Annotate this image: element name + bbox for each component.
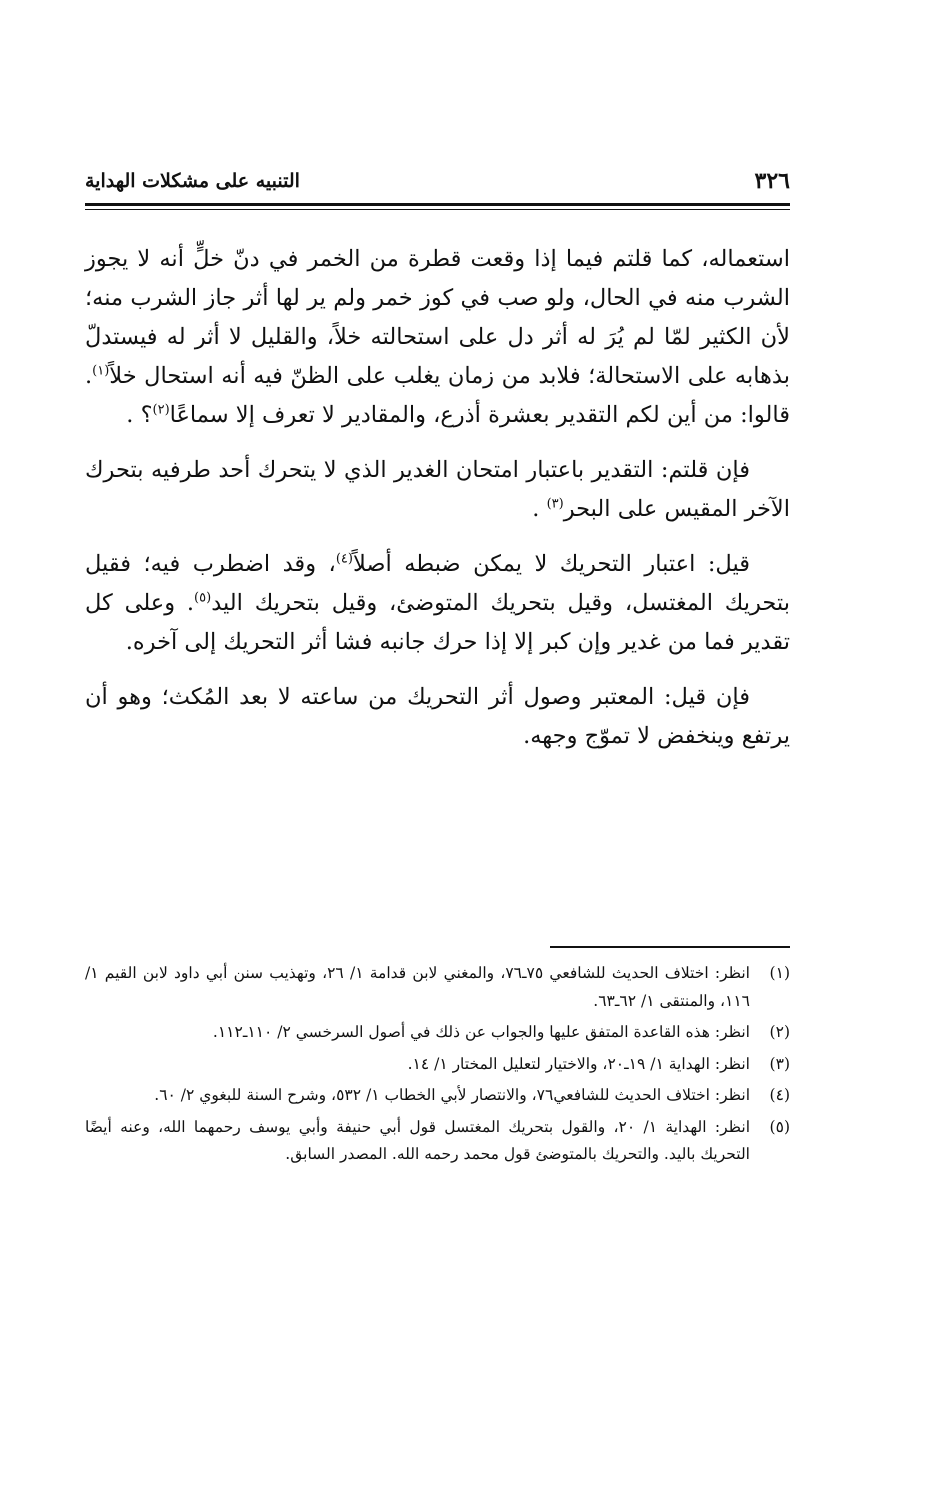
- footnote-text: انظر: اختلاف الحديث للشافعي ٧٥ـ٧٦، والمغني لابن قدامة ١/ ٢٦، وتهذيب سنن أبي داود لابن القيم ١/ ١١٦، والمنتقى ١/ ٦٢ـ٦٣.: [85, 964, 750, 1010]
- paragraph-2: [85, 451, 790, 529]
- paragraph-text: استعماله، كما قلتم فيما إذا وقعت قطرة من الخمر في دنّ خلٍّ أنه لا يجوز الشرب منه في الحال، ولو صب في كوز خمر ولم ير لها أثر جاز الشرب منه؛ لأن الكثير لمّا لم يُرَ له أثر دل على استحالته خلاً، والقليل لا أثر له فيستدلّ بذهابه على الاستحالة؛ فلابد من زمان يغلب على الظنّ فيه أنه استحال خلاً: [85, 246, 790, 389]
- footnote-number: (٣): [769, 1054, 790, 1073]
- paragraph-text: قيل: اعتبار التحريك لا يمكن ضبطه أصلاً: [352, 551, 750, 577]
- footnote-number: (٢): [769, 1023, 790, 1041]
- paragraph-3: [85, 545, 790, 662]
- footnote-number: (٥): [769, 1117, 790, 1136]
- footnotes: [85, 960, 790, 1173]
- running-title: التنبيه على مشكلات الهداية: [85, 170, 300, 192]
- paragraph-1: [85, 240, 790, 435]
- footnote-number: (١): [769, 964, 790, 982]
- main-text: [85, 240, 790, 772]
- footnote-ref: (١): [92, 363, 110, 379]
- footnote-separator: [550, 946, 790, 948]
- paragraph-4: [85, 678, 790, 756]
- paragraph-text: فإن قلتم: التقدير باعتبار امتحان الغدير الذي لا يتحرك أحد طرفيه بتحرك الآخر المقيس على البحر: [85, 457, 790, 522]
- paragraph-text: فإن قيل: المعتبر وصول أثر التحريك من ساعته لا بعد المُكث؛ وهو أن يرتفع وينخفض لا تموّج وجهه.: [85, 684, 790, 749]
- footnote-4: [85, 1082, 790, 1110]
- page-number: ٣٢٦: [754, 168, 790, 194]
- footnote-3: [85, 1051, 790, 1079]
- footnote-5: [85, 1114, 790, 1169]
- paragraph-text: .: [532, 496, 547, 522]
- footnote-text: انظر: اختلاف الحديث للشافعي٧٦، والانتصار لأبي الخطاب ١/ ٥٣٢، وشرح السنة للبغوي ٢/ ٦٠.: [154, 1086, 750, 1104]
- paragraph-text: . قالوا: من أين لكم التقدير بعشرة أذرع، والمقادير لا تعرف إلا سماعًا: [85, 363, 790, 428]
- footnote-ref: (٤): [335, 551, 353, 567]
- paragraph-text: ، وقد اضطرب فيه؛ فقيل بتحريك المغتسل، وقيل بتحريك المتوضئ، وقيل بتحريك اليد: [85, 551, 790, 616]
- footnote-1: [85, 960, 790, 1015]
- footnote-number: (٤): [769, 1086, 790, 1104]
- footnote-text: انظر: الهداية ١/ ٢٠، والقول بتحريك المغتسل قول أبي حنيفة وأبي يوسف رحمهما الله، وعنه أيضًا التحريك باليد. والتحريك بالمتوضئ قول محمد رحمه الله. المصدر السابق.: [85, 1117, 750, 1163]
- footnote-ref: (٥): [194, 590, 212, 606]
- header-rule-thin: [85, 209, 790, 210]
- footnote-ref: (٢): [152, 402, 170, 418]
- header-rule-thick: [85, 203, 790, 206]
- paragraph-text: . وعلى كل تقدير فما من غدير وإن كبر إلا إذا حرك جانبه فشا أثر التحريك إلى آخره.: [85, 590, 790, 655]
- footnote-text: انظر: الهداية ١/ ١٩ـ٢٠، والاختيار لتعليل المختار ١/ ١٤.: [407, 1054, 750, 1073]
- running-header: [85, 166, 790, 200]
- footnote-text: انظر: هذه القاعدة المتفق عليها والجواب عن ذلك في أصول السرخسي ٢/ ١١٠ـ١١٢.: [212, 1023, 750, 1041]
- footnote-ref: (٣): [546, 496, 564, 512]
- footnote-2: [85, 1019, 790, 1047]
- paragraph-text: ؟ .: [126, 402, 153, 428]
